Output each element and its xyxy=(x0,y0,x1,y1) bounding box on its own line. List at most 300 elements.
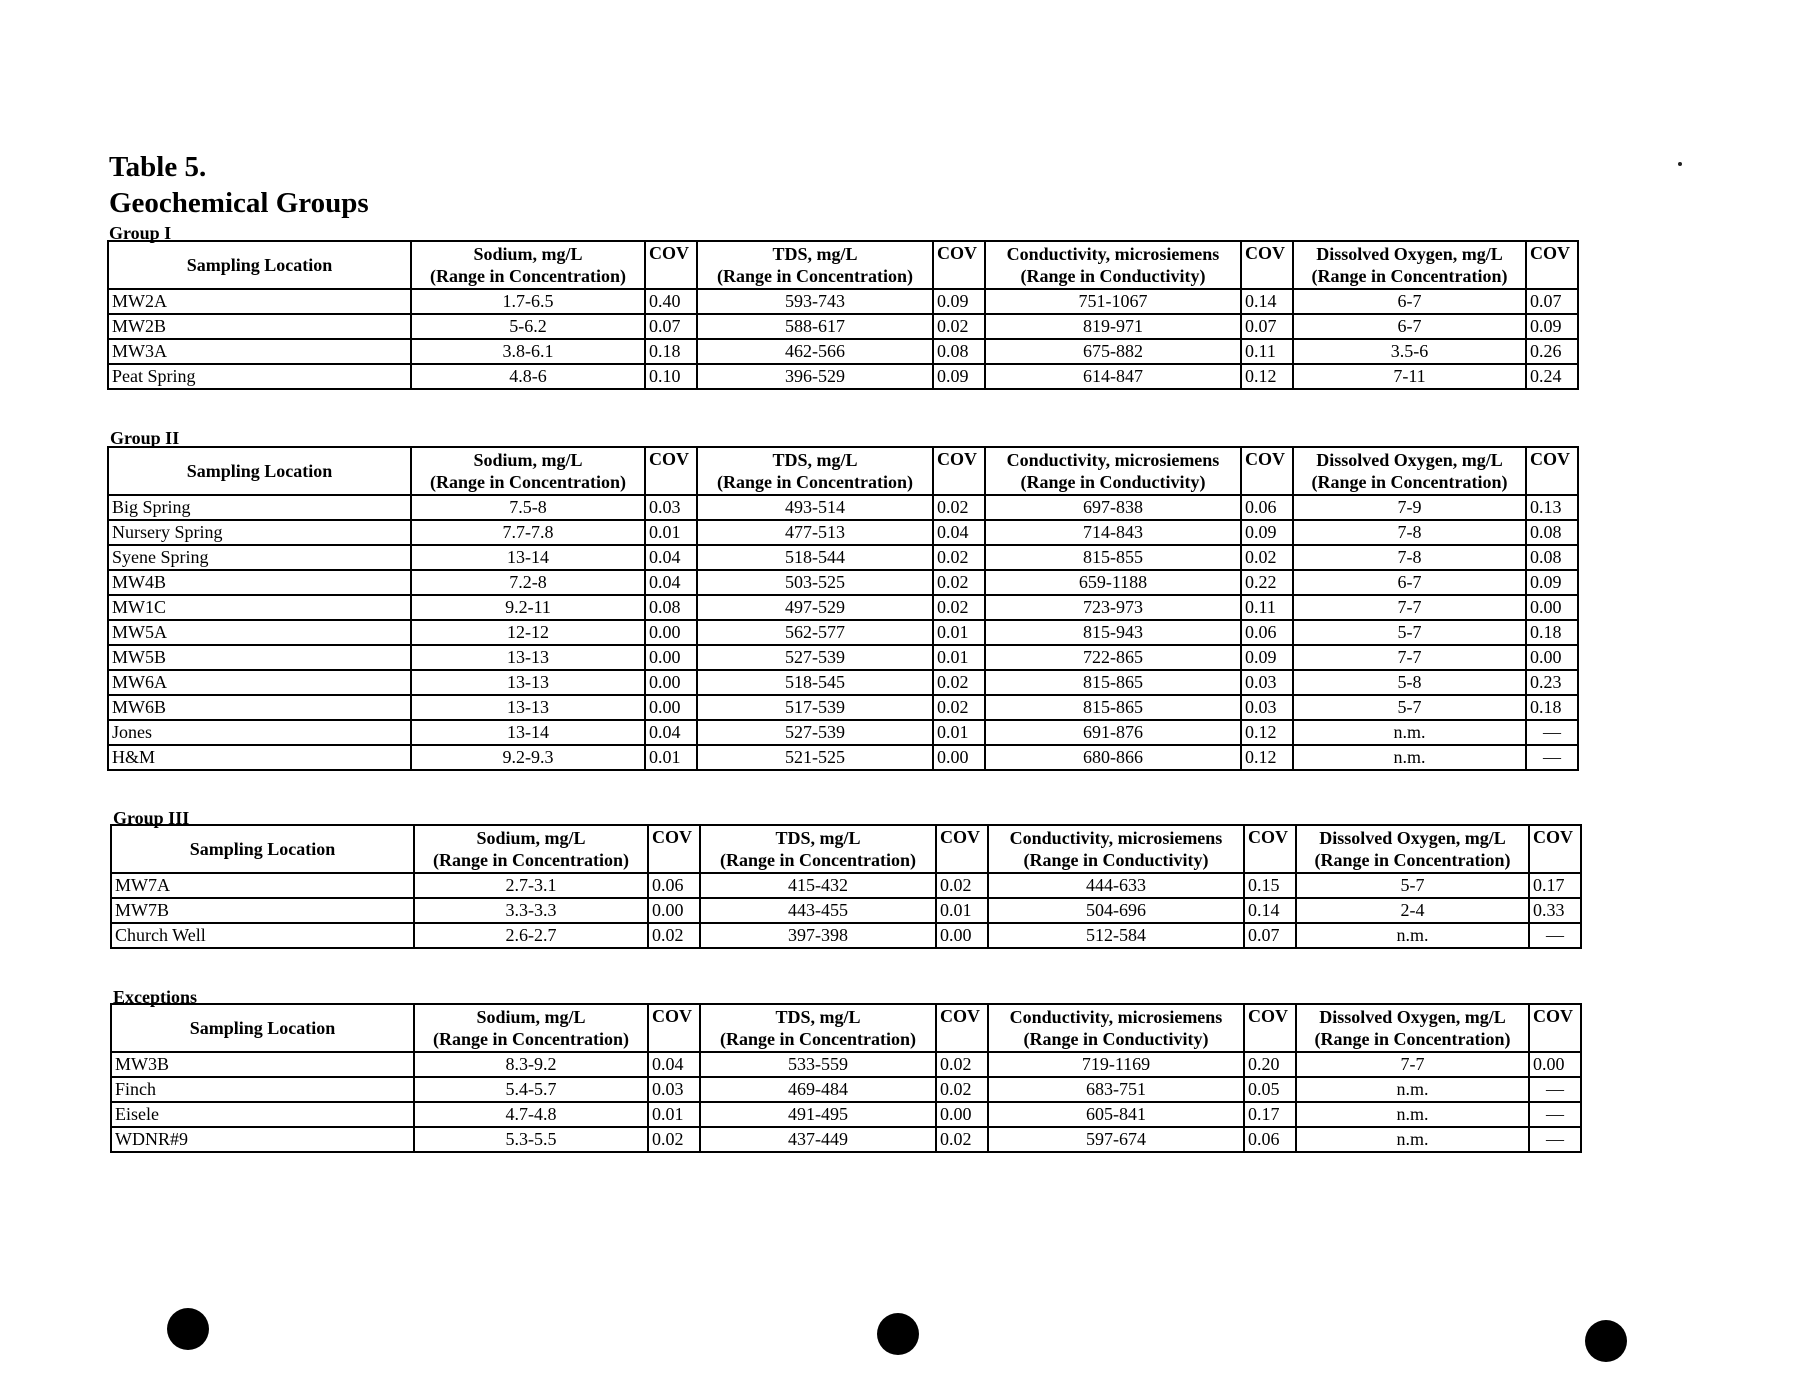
conductivity-cov-cell: 0.09 xyxy=(1241,520,1293,545)
tds-header-subtext: (Range in Concentration) xyxy=(717,472,913,492)
sodium-cov-cell: 0.01 xyxy=(645,745,697,770)
sodium-header-subtext: (Range in Concentration) xyxy=(433,1029,629,1049)
sodium-cov-cell: 0.01 xyxy=(645,520,697,545)
tds-cov-cell: 0.02 xyxy=(936,1127,988,1152)
cov-header xyxy=(1526,241,1578,289)
conductivity-range-cell: 691-876 xyxy=(985,720,1241,745)
table-row xyxy=(108,620,1578,645)
location-header xyxy=(111,825,414,873)
tds-header xyxy=(697,447,933,495)
cov-header xyxy=(1241,447,1293,495)
conductivity-cov-cell: 0.06 xyxy=(1241,495,1293,520)
table-row xyxy=(111,898,1581,923)
tds-cov-cell: 0.00 xyxy=(936,1102,988,1127)
tds-range-cell: 527-539 xyxy=(697,720,933,745)
sodium-header-text: Sodium, mg/L xyxy=(476,1007,586,1027)
oxygen-cov-cell: — xyxy=(1529,1127,1581,1152)
conductivity-range-cell: 614-847 xyxy=(985,364,1241,389)
tds-cov-cell: 0.02 xyxy=(933,545,985,570)
sodium-cov-cell: 0.00 xyxy=(645,620,697,645)
sodium-header-subtext: (Range in Concentration) xyxy=(433,850,629,870)
cov-header xyxy=(1244,1004,1296,1052)
tds-cov-cell: 0.01 xyxy=(936,898,988,923)
oxygen-range-cell: 6-7 xyxy=(1293,314,1526,339)
oxygen-range-cell: 7-7 xyxy=(1293,595,1526,620)
oxygen-cov-cell: 0.26 xyxy=(1526,339,1578,364)
sodium-header-subtext: (Range in Concentration) xyxy=(430,266,626,286)
location-cell: H&M xyxy=(108,745,411,770)
sodium-range-cell: 13-14 xyxy=(411,720,645,745)
cov-header xyxy=(1526,447,1578,495)
location-cell: MW6A xyxy=(108,670,411,695)
oxygen-header-text: Dissolved Oxygen, mg/L xyxy=(1319,828,1506,848)
tds-range-cell: 503-525 xyxy=(697,570,933,595)
oxygen-cov-cell: 0.07 xyxy=(1526,289,1578,314)
sodium-header xyxy=(414,1004,648,1052)
tds-cov-cell: 0.01 xyxy=(933,620,985,645)
oxygen-range-cell: 6-7 xyxy=(1293,570,1526,595)
location-header-text: Sampling Location xyxy=(189,839,336,859)
cov-header xyxy=(1241,241,1293,289)
oxygen-range-cell: 7-11 xyxy=(1293,364,1526,389)
conductivity-cov-cell: 0.12 xyxy=(1241,745,1293,770)
oxygen-range-cell: 6-7 xyxy=(1293,289,1526,314)
tds-cov-cell: 0.02 xyxy=(936,873,988,898)
location-cell: Jones xyxy=(108,720,411,745)
group-label: Group II xyxy=(110,428,180,448)
table-row xyxy=(108,570,1578,595)
tds-range-cell: 469-484 xyxy=(700,1077,936,1102)
conductivity-cov-cell: 0.03 xyxy=(1241,670,1293,695)
conductivity-range-cell: 675-882 xyxy=(985,339,1241,364)
tds-header-subtext: (Range in Concentration) xyxy=(720,850,916,870)
location-cell: Church Well xyxy=(111,923,414,948)
sodium-range-cell: 13-13 xyxy=(411,645,645,670)
conductivity-header-text: Conductivity, microsiemens xyxy=(1006,450,1220,470)
tds-header-subtext: (Range in Concentration) xyxy=(720,1029,916,1049)
cov-header xyxy=(936,1004,988,1052)
cov-header xyxy=(648,825,700,873)
oxygen-range-cell: 7-7 xyxy=(1293,645,1526,670)
tds-range-cell: 562-577 xyxy=(697,620,933,645)
tds-cov-cell: 0.08 xyxy=(933,339,985,364)
conductivity-range-cell: 815-865 xyxy=(985,670,1241,695)
conductivity-range-cell: 683-751 xyxy=(988,1077,1244,1102)
conductivity-range-cell: 819-971 xyxy=(985,314,1241,339)
oxygen-cov-cell: 0.17 xyxy=(1529,873,1581,898)
location-header-text: Sampling Location xyxy=(189,1018,336,1038)
sodium-range-cell: 2.6-2.7 xyxy=(414,923,648,948)
conductivity-range-cell: 697-838 xyxy=(985,495,1241,520)
tds-range-cell: 521-525 xyxy=(697,745,933,770)
conductivity-range-cell: 723-973 xyxy=(985,595,1241,620)
oxygen-header-subtext: (Range in Concentration) xyxy=(1314,1029,1511,1049)
oxygen-header-text: Dissolved Oxygen, mg/L xyxy=(1316,244,1503,264)
tds-range-cell: 497-529 xyxy=(697,595,933,620)
conductivity-cov-cell: 0.14 xyxy=(1244,898,1296,923)
oxygen-range-cell: 5-7 xyxy=(1296,873,1529,898)
tds-header-text: TDS, mg/L xyxy=(772,450,858,470)
tds-cov-cell: 0.00 xyxy=(933,745,985,770)
sodium-range-cell: 9.2-9.3 xyxy=(411,745,645,770)
conductivity-cov-cell: 0.07 xyxy=(1244,923,1296,948)
sodium-range-cell: 12-12 xyxy=(411,620,645,645)
tds-range-cell: 518-544 xyxy=(697,545,933,570)
sodium-range-cell: 4.8-6 xyxy=(411,364,645,389)
sodium-cov-cell: 0.00 xyxy=(645,695,697,720)
oxygen-range-cell: n.m. xyxy=(1293,745,1526,770)
sodium-cov-cell: 0.18 xyxy=(645,339,697,364)
location-cell: Syene Spring xyxy=(108,545,411,570)
tds-range-cell: 443-455 xyxy=(700,898,936,923)
header-row xyxy=(108,241,1578,289)
sodium-cov-cell: 0.03 xyxy=(645,495,697,520)
tds-cov-cell: 0.02 xyxy=(933,495,985,520)
tds-cov-cell: 0.09 xyxy=(933,364,985,389)
table-row xyxy=(111,923,1581,948)
conductivity-range-cell: 722-865 xyxy=(985,645,1241,670)
location-header xyxy=(111,1004,414,1052)
cov-header xyxy=(645,241,697,289)
conductivity-cov-cell: 0.11 xyxy=(1241,339,1293,364)
tds-range-cell: 493-514 xyxy=(697,495,933,520)
oxygen-range-cell: 7-7 xyxy=(1296,1052,1529,1077)
tds-cov-cell: 0.02 xyxy=(936,1052,988,1077)
tds-range-cell: 397-398 xyxy=(700,923,936,948)
conductivity-header xyxy=(988,825,1244,873)
table-row xyxy=(108,339,1578,364)
tds-range-cell: 477-513 xyxy=(697,520,933,545)
cov-header xyxy=(936,825,988,873)
sodium-range-cell: 1.7-6.5 xyxy=(411,289,645,314)
tds-cov-cell: 0.02 xyxy=(933,314,985,339)
tds-header-text: TDS, mg/L xyxy=(775,828,861,848)
tds-cov-cell: 0.04 xyxy=(933,520,985,545)
oxygen-cov-cell: 0.00 xyxy=(1529,1052,1581,1077)
punch-hole xyxy=(167,1308,209,1350)
conductivity-range-cell: 751-1067 xyxy=(985,289,1241,314)
oxygen-cov-cell: 0.08 xyxy=(1526,545,1578,570)
cov-header-text: COV xyxy=(652,827,692,847)
conductivity-range-cell: 444-633 xyxy=(988,873,1244,898)
tds-range-cell: 518-545 xyxy=(697,670,933,695)
oxygen-header xyxy=(1296,1004,1529,1052)
conductivity-range-cell: 680-866 xyxy=(985,745,1241,770)
cov-header-text: COV xyxy=(1245,243,1285,263)
conductivity-range-cell: 597-674 xyxy=(988,1127,1244,1152)
group-label: Group III xyxy=(113,808,190,828)
cov-header-text: COV xyxy=(1248,1006,1288,1026)
cov-header xyxy=(1529,825,1581,873)
sodium-range-cell: 5-6.2 xyxy=(411,314,645,339)
conductivity-cov-cell: 0.06 xyxy=(1244,1127,1296,1152)
punch-hole xyxy=(877,1313,919,1355)
location-cell: MW4B xyxy=(108,570,411,595)
conductivity-header-text: Conductivity, microsiemens xyxy=(1009,1007,1223,1027)
cov-header-text: COV xyxy=(940,1006,980,1026)
cov-header-text: COV xyxy=(937,243,977,263)
conductivity-cov-cell: 0.11 xyxy=(1241,595,1293,620)
cov-header-text: COV xyxy=(652,1006,692,1026)
cov-header xyxy=(933,447,985,495)
oxygen-range-cell: 5-7 xyxy=(1293,620,1526,645)
location-cell: MW7A xyxy=(111,873,414,898)
table-row xyxy=(108,314,1578,339)
conductivity-header-subtext: (Range in Conductivity) xyxy=(1020,266,1206,286)
location-cell: WDNR#9 xyxy=(111,1127,414,1152)
oxygen-cov-cell: — xyxy=(1526,720,1578,745)
cov-header-text: COV xyxy=(649,449,689,469)
sodium-range-cell: 5.4-5.7 xyxy=(414,1077,648,1102)
sodium-cov-cell: 0.10 xyxy=(645,364,697,389)
location-cell: Big Spring xyxy=(108,495,411,520)
cov-header xyxy=(648,1004,700,1052)
oxygen-cov-cell: 0.13 xyxy=(1526,495,1578,520)
tds-range-cell: 415-432 xyxy=(700,873,936,898)
sodium-range-cell: 13-13 xyxy=(411,670,645,695)
conductivity-cov-cell: 0.09 xyxy=(1241,645,1293,670)
sodium-cov-cell: 0.07 xyxy=(645,314,697,339)
group-label: Exceptions xyxy=(113,987,198,1007)
location-cell: MW5A xyxy=(108,620,411,645)
table-row xyxy=(111,1102,1581,1127)
cov-header-text: COV xyxy=(937,449,977,469)
cov-header xyxy=(1244,825,1296,873)
location-header xyxy=(108,447,411,495)
oxygen-cov-cell: 0.08 xyxy=(1526,520,1578,545)
group-table xyxy=(110,824,1582,949)
tds-range-cell: 396-529 xyxy=(697,364,933,389)
location-cell: MW6B xyxy=(108,695,411,720)
tds-range-cell: 517-539 xyxy=(697,695,933,720)
oxygen-cov-cell: 0.23 xyxy=(1526,670,1578,695)
oxygen-cov-cell: — xyxy=(1526,745,1578,770)
conductivity-cov-cell: 0.15 xyxy=(1244,873,1296,898)
cov-header-text: COV xyxy=(1530,449,1570,469)
oxygen-header-subtext: (Range in Concentration) xyxy=(1314,850,1511,870)
cov-header-text: COV xyxy=(1248,827,1288,847)
table-row xyxy=(108,289,1578,314)
cov-header-text: COV xyxy=(1530,243,1570,263)
group-label: Group I xyxy=(109,223,172,243)
sodium-range-cell: 3.8-6.1 xyxy=(411,339,645,364)
tds-cov-cell: 0.01 xyxy=(933,720,985,745)
sodium-header xyxy=(411,241,645,289)
sodium-cov-cell: 0.04 xyxy=(645,570,697,595)
cov-header-text: COV xyxy=(940,827,980,847)
conductivity-range-cell: 659-1188 xyxy=(985,570,1241,595)
tds-cov-cell: 0.02 xyxy=(933,570,985,595)
conductivity-range-cell: 815-855 xyxy=(985,545,1241,570)
sodium-cov-cell: 0.04 xyxy=(645,720,697,745)
oxygen-cov-cell: 0.09 xyxy=(1526,314,1578,339)
conductivity-header-subtext: (Range in Conductivity) xyxy=(1023,850,1209,870)
oxygen-range-cell: n.m. xyxy=(1296,923,1529,948)
sodium-cov-cell: 0.02 xyxy=(648,1127,700,1152)
conductivity-cov-cell: 0.17 xyxy=(1244,1102,1296,1127)
sodium-cov-cell: 0.01 xyxy=(648,1102,700,1127)
table-row xyxy=(108,545,1578,570)
punch-hole xyxy=(1585,1320,1627,1362)
oxygen-header-subtext: (Range in Concentration) xyxy=(1311,472,1508,492)
conductivity-header xyxy=(985,447,1241,495)
oxygen-cov-cell: 0.33 xyxy=(1529,898,1581,923)
location-cell: Eisele xyxy=(111,1102,414,1127)
sodium-header-subtext: (Range in Concentration) xyxy=(430,472,626,492)
tds-range-cell: 588-617 xyxy=(697,314,933,339)
sodium-range-cell: 13-13 xyxy=(411,695,645,720)
conductivity-range-cell: 605-841 xyxy=(988,1102,1244,1127)
conductivity-cov-cell: 0.06 xyxy=(1241,620,1293,645)
tds-cov-cell: 0.00 xyxy=(936,923,988,948)
location-header-text: Sampling Location xyxy=(186,461,333,481)
sodium-cov-cell: 0.00 xyxy=(645,645,697,670)
conductivity-range-cell: 815-943 xyxy=(985,620,1241,645)
oxygen-cov-cell: 0.00 xyxy=(1526,645,1578,670)
cov-header-text: COV xyxy=(1533,827,1573,847)
tds-header xyxy=(700,825,936,873)
oxygen-cov-cell: 0.24 xyxy=(1526,364,1578,389)
header-row xyxy=(111,825,1581,873)
conductivity-cov-cell: 0.05 xyxy=(1244,1077,1296,1102)
sodium-cov-cell: 0.04 xyxy=(648,1052,700,1077)
conductivity-cov-cell: 0.12 xyxy=(1241,720,1293,745)
tds-cov-cell: 0.09 xyxy=(933,289,985,314)
table-row xyxy=(111,1052,1581,1077)
oxygen-range-cell: 5-8 xyxy=(1293,670,1526,695)
oxygen-header xyxy=(1293,241,1526,289)
oxygen-range-cell: 7-9 xyxy=(1293,495,1526,520)
tds-header xyxy=(697,241,933,289)
oxygen-range-cell: n.m. xyxy=(1296,1102,1529,1127)
conductivity-header-text: Conductivity, microsiemens xyxy=(1006,244,1220,264)
sodium-range-cell: 3.3-3.3 xyxy=(414,898,648,923)
oxygen-cov-cell: 0.18 xyxy=(1526,695,1578,720)
tds-cov-cell: 0.02 xyxy=(933,595,985,620)
conductivity-range-cell: 714-843 xyxy=(985,520,1241,545)
sodium-range-cell: 2.7-3.1 xyxy=(414,873,648,898)
conductivity-cov-cell: 0.22 xyxy=(1241,570,1293,595)
oxygen-header-text: Dissolved Oxygen, mg/L xyxy=(1316,450,1503,470)
oxygen-range-cell: 3.5-6 xyxy=(1293,339,1526,364)
sodium-cov-cell: 0.08 xyxy=(645,595,697,620)
location-cell: MW2A xyxy=(108,289,411,314)
table-row xyxy=(108,595,1578,620)
location-cell: MW7B xyxy=(111,898,414,923)
tds-cov-cell: 0.01 xyxy=(933,645,985,670)
oxygen-header xyxy=(1296,825,1529,873)
location-cell: Nursery Spring xyxy=(108,520,411,545)
table-row xyxy=(108,745,1578,770)
oxygen-cov-cell: — xyxy=(1529,923,1581,948)
cov-header-text: COV xyxy=(649,243,689,263)
oxygen-range-cell: 7-8 xyxy=(1293,545,1526,570)
tds-range-cell: 462-566 xyxy=(697,339,933,364)
conductivity-cov-cell: 0.12 xyxy=(1241,364,1293,389)
conductivity-header xyxy=(988,1004,1244,1052)
sodium-header xyxy=(414,825,648,873)
oxygen-range-cell: n.m. xyxy=(1296,1127,1529,1152)
sodium-range-cell: 9.2-11 xyxy=(411,595,645,620)
cov-header-text: COV xyxy=(1533,1006,1573,1026)
table-row xyxy=(111,873,1581,898)
oxygen-header-text: Dissolved Oxygen, mg/L xyxy=(1319,1007,1506,1027)
tds-cov-cell: 0.02 xyxy=(933,695,985,720)
group-table xyxy=(107,240,1579,390)
sodium-header-text: Sodium, mg/L xyxy=(476,828,586,848)
cov-header xyxy=(933,241,985,289)
location-cell: MW3A xyxy=(108,339,411,364)
sodium-cov-cell: 0.06 xyxy=(648,873,700,898)
tds-range-cell: 533-559 xyxy=(700,1052,936,1077)
tds-range-cell: 491-495 xyxy=(700,1102,936,1127)
oxygen-header xyxy=(1293,447,1526,495)
conductivity-cov-cell: 0.02 xyxy=(1241,545,1293,570)
sodium-cov-cell: 0.04 xyxy=(645,545,697,570)
conductivity-header-subtext: (Range in Conductivity) xyxy=(1023,1029,1209,1049)
conductivity-cov-cell: 0.07 xyxy=(1241,314,1293,339)
conductivity-range-cell: 815-865 xyxy=(985,695,1241,720)
group-table xyxy=(107,446,1579,771)
oxygen-cov-cell: 0.09 xyxy=(1526,570,1578,595)
tds-range-cell: 527-539 xyxy=(697,645,933,670)
group-table xyxy=(110,1003,1582,1153)
location-cell: Finch xyxy=(111,1077,414,1102)
table-number: Table 5. xyxy=(109,151,207,183)
conductivity-cov-cell: 0.14 xyxy=(1241,289,1293,314)
conductivity-header-text: Conductivity, microsiemens xyxy=(1009,828,1223,848)
scan-speck xyxy=(1678,162,1682,166)
sodium-cov-cell: 0.00 xyxy=(648,898,700,923)
conductivity-range-cell: 512-584 xyxy=(988,923,1244,948)
location-cell: MW5B xyxy=(108,645,411,670)
sodium-range-cell: 7.5-8 xyxy=(411,495,645,520)
conductivity-range-cell: 504-696 xyxy=(988,898,1244,923)
oxygen-range-cell: 5-7 xyxy=(1293,695,1526,720)
sodium-cov-cell: 0.00 xyxy=(645,670,697,695)
oxygen-range-cell: 7-8 xyxy=(1293,520,1526,545)
sodium-cov-cell: 0.03 xyxy=(648,1077,700,1102)
location-cell: MW2B xyxy=(108,314,411,339)
sodium-range-cell: 7.2-8 xyxy=(411,570,645,595)
oxygen-cov-cell: — xyxy=(1529,1102,1581,1127)
sodium-range-cell: 13-14 xyxy=(411,545,645,570)
cov-header xyxy=(645,447,697,495)
tds-header-text: TDS, mg/L xyxy=(772,244,858,264)
tds-header-text: TDS, mg/L xyxy=(775,1007,861,1027)
tds-cov-cell: 0.02 xyxy=(933,670,985,695)
sodium-cov-cell: 0.40 xyxy=(645,289,697,314)
sodium-range-cell: 8.3-9.2 xyxy=(414,1052,648,1077)
table-row xyxy=(108,695,1578,720)
tds-header-subtext: (Range in Concentration) xyxy=(717,266,913,286)
conductivity-header-subtext: (Range in Conductivity) xyxy=(1020,472,1206,492)
tds-cov-cell: 0.02 xyxy=(936,1077,988,1102)
oxygen-cov-cell: 0.00 xyxy=(1526,595,1578,620)
header-row xyxy=(108,447,1578,495)
sodium-range-cell: 4.7-4.8 xyxy=(414,1102,648,1127)
header-row xyxy=(111,1004,1581,1052)
table-row xyxy=(111,1077,1581,1102)
location-header xyxy=(108,241,411,289)
cov-header xyxy=(1529,1004,1581,1052)
conductivity-cov-cell: 0.03 xyxy=(1241,695,1293,720)
tds-range-cell: 437-449 xyxy=(700,1127,936,1152)
cov-header-text: COV xyxy=(1245,449,1285,469)
sodium-header-text: Sodium, mg/L xyxy=(473,244,583,264)
oxygen-range-cell: n.m. xyxy=(1296,1077,1529,1102)
oxygen-range-cell: 2-4 xyxy=(1296,898,1529,923)
